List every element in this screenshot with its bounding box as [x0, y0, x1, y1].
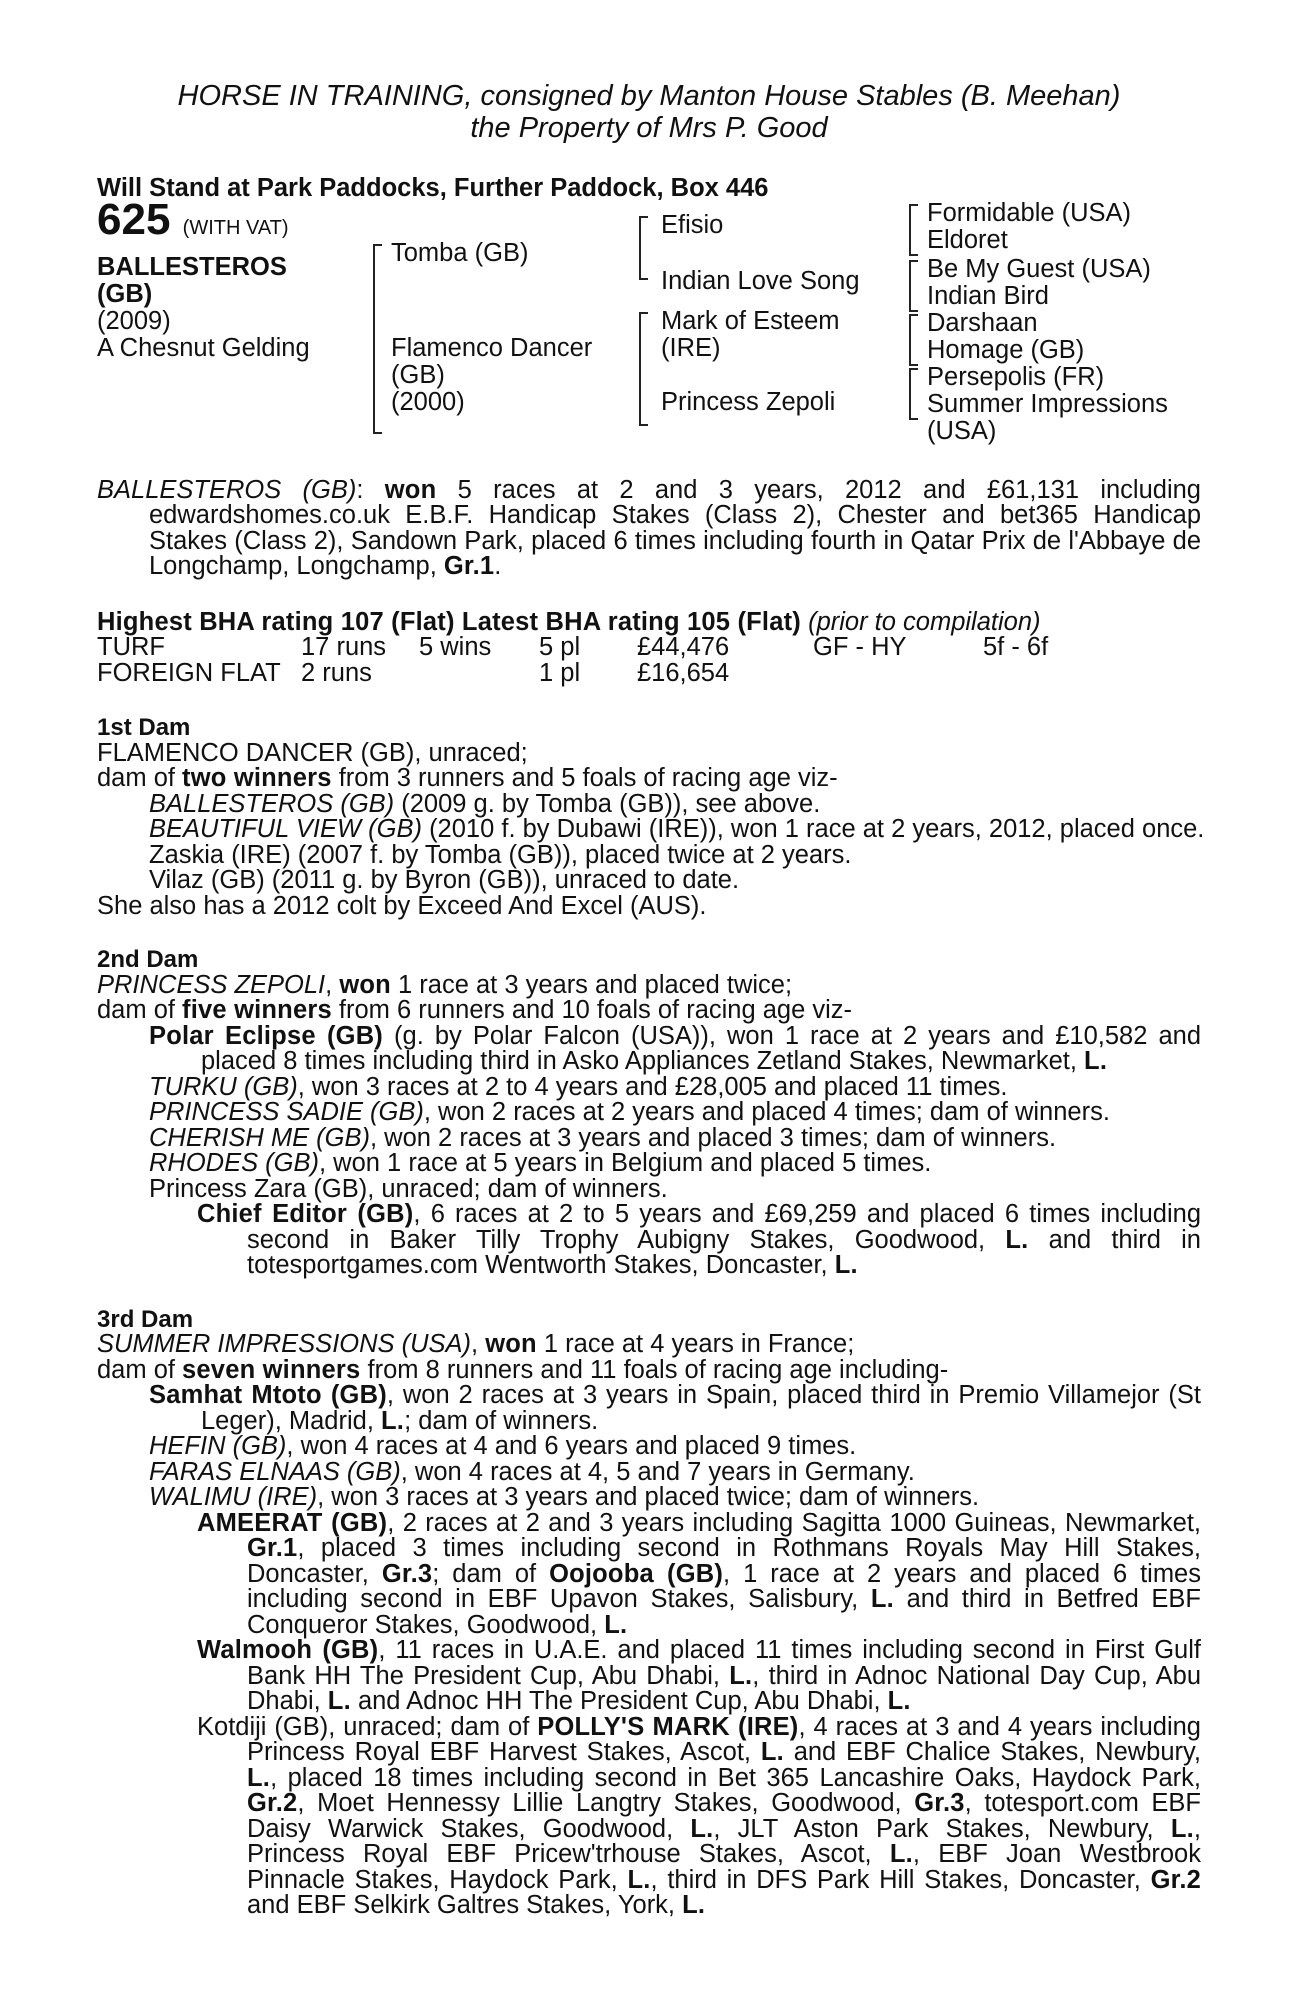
offspring [149, 1021, 1201, 1075]
text: 1 race at 3 years and placed twice; [390, 970, 793, 999]
ratings-note: (prior to compilation) [808, 607, 1041, 636]
text: , totesport.com EBF Daisy Warwick Stakes, Goodwood, [247, 1789, 1201, 1843]
dam-sire-sire: Darshaan [927, 308, 1038, 337]
text: from 6 runners and 10 foals of racing age viz- [331, 996, 853, 1024]
grade: L. [627, 1865, 651, 1894]
first-dam-line: FLAMENCO DANCER (GB), unraced; [97, 738, 528, 767]
text: , won 1 race at 5 years in Belgium and placed 5 times. [319, 1149, 932, 1177]
summary-grade: Gr.1 [443, 552, 495, 580]
winners-count: seven winners [182, 1355, 361, 1384]
grade: L. [682, 1891, 706, 1919]
offspring-name: FARAS ELNAAS (GB) [149, 1457, 401, 1486]
second-dam-produce-line [97, 998, 1201, 1024]
second-dam-section [97, 947, 1201, 1279]
second-dam-title: 2nd Dam [97, 946, 199, 973]
offspring [149, 1100, 1201, 1126]
text: and third in Betfred EBF Conqueror Stakes, Goodwood, [247, 1585, 1201, 1639]
grade: L. [327, 1687, 351, 1715]
text: (g. by Polar Falcon (USA)), won 1 race at 2 years and £10,582 and placed 8 times including third in Asko Appliances Zetland Stakes, Newmarket, [201, 1021, 1201, 1075]
grade: Gr.1 [247, 1534, 298, 1562]
grade: L. [247, 1763, 271, 1792]
row-distance: 5f - 6f [983, 633, 1049, 661]
grade: L. [1170, 1814, 1194, 1843]
text: , [325, 970, 340, 999]
dam-sire-dam: Homage (GB) [927, 335, 1085, 364]
brace-g4 [909, 368, 918, 420]
text: and EBF Chalice Stakes, Newbury, [783, 1738, 1201, 1766]
pedigree-block [97, 194, 1201, 445]
offspring [149, 815, 1205, 843]
text: dam of [97, 996, 183, 1024]
text: and EBF Selkirk Galtres Stakes, York, [247, 1891, 683, 1919]
offspring [149, 1457, 1201, 1486]
offspring-name: Chief Editor (GB) [197, 1200, 414, 1228]
text: Kotdiji (GB), unraced; dam of [197, 1712, 538, 1741]
brace-g1 [909, 204, 918, 256]
grade: Gr.3 [381, 1559, 433, 1588]
offspring-name: Oojooba (GB) [549, 1559, 724, 1588]
text: , won 2 races at 3 years and placed 3 times; dam of winners. [370, 1123, 1057, 1152]
offspring [149, 1485, 1201, 1511]
sire-dam: Indian Love Song [661, 266, 860, 295]
third-dam-title: 3rd Dam [97, 1305, 194, 1333]
text: , 6 races at 2 to 5 years and £69,259 and placed 6 times including second in Baker Tilly Trophy Aubigny Stakes, Goodwood, [247, 1200, 1202, 1254]
text: , Princess Royal EBF Pricew'trhouse Stakes, Ascot, [247, 1814, 1201, 1868]
first-dam-title: 1st Dam [97, 714, 191, 741]
text: , placed 3 times including second in Rothmans Royals May Hill Stakes, Doncaster, [247, 1534, 1201, 1588]
dam-dam: Princess Zepoli [661, 387, 836, 416]
dam-sire: Mark of Esteem [661, 306, 840, 335]
grade: L. [889, 1840, 913, 1868]
dam: Flamenco Dancer [391, 333, 593, 362]
row-runs: 2 runs [301, 659, 372, 687]
grade: L. [870, 1585, 894, 1613]
row-type: TURF [97, 633, 165, 661]
third-dam-produce-line [97, 1355, 1201, 1384]
text: , JLT Aston Park Stakes, Newbury, [713, 1814, 1171, 1843]
grand-offspring [197, 1202, 1201, 1279]
row-money: £16,654 [637, 659, 730, 687]
text: , 1 race at 2 years and placed 6 times including second in EBF Upavon Stakes, Salisbury, [247, 1559, 1201, 1613]
text: from 8 runners and 11 foals of racing age including- [360, 1355, 949, 1384]
first-dam-produce-line [97, 766, 1201, 792]
offspring-name: TURKU (GB) [149, 1072, 298, 1101]
offspring-name: Samhat Mtoto (GB) [149, 1381, 387, 1409]
winners-count: two winners [182, 764, 332, 792]
text: , 2 races at 2 and 3 years including Sagitta 1000 Guineas, Newmarket, [387, 1508, 1201, 1537]
offspring [149, 789, 1201, 818]
offspring-name: AMEERAT (GB) [197, 1508, 388, 1537]
ratings-section [97, 607, 1201, 688]
text: , EBF Joan Westbrook Pinnacle Stakes, Haydock Park, [247, 1840, 1201, 1894]
dam-country: (GB) [391, 360, 445, 389]
header-consignor: HORSE IN TRAINING, consigned by Manton House Stables (B. Meehan) [177, 80, 1121, 112]
offspring-name: BALLESTEROS (GB) [149, 789, 395, 818]
sire-dam-dam: Indian Bird [927, 281, 1049, 310]
row-runs: 17 runs [301, 633, 387, 661]
dam-year: (2000) [391, 387, 465, 416]
offspring: Princess Zara (GB), unraced; dam of winners. [149, 1174, 668, 1203]
ratings-heading: Highest BHA rating 107 (Flat) Latest BHA rating 105 (Flat) [97, 607, 801, 636]
sire-sire-sire: Formidable (USA) [927, 198, 1132, 227]
lot-number [97, 194, 289, 244]
horse-year: (2009) [97, 306, 171, 335]
offspring-name: BEAUTIFUL VIEW (GB) [149, 815, 422, 843]
sire-dam-brace [373, 244, 382, 434]
summary-text: 5 races at 2 and 3 years, 2012 and £61,131 including edwardshomes.co.uk E.B.F. Handicap Stakes (Class 2), Chester and bet365 Handicap Stakes (Class 2), Sandown Park, placed 6 times including fourth in Qatar Prix de l'Abbaye de Longchamp, Longchamp, [149, 475, 1201, 580]
offspring: Zaskia (IRE) (2007 f. by Tomba (GB)), placed twice at 2 years. [149, 840, 852, 869]
summary-end: . [494, 552, 502, 580]
offspring-name: Polar Eclipse (GB) [149, 1021, 383, 1050]
offspring [149, 1072, 1201, 1101]
row-going: GF - HY [813, 633, 907, 661]
grade: Gr.2 [247, 1789, 298, 1817]
horse-name-country: (GB) [97, 279, 153, 308]
grade: L. [381, 1406, 405, 1435]
sire-sire: Efisio [661, 210, 724, 239]
winners-count: five winners [182, 996, 332, 1024]
offspring-name: RHODES (GB) [149, 1149, 320, 1177]
catalogue-page [97, 80, 1205, 1919]
offspring [149, 1383, 1201, 1434]
text: , Moet Hennessy Lillie Langtry Stakes, Goodwood, [297, 1789, 915, 1817]
grade: L. [887, 1687, 911, 1715]
grade: L. [604, 1610, 628, 1639]
stand-location: Will Stand at Park Paddocks, Further Paddock, Box 446 [97, 174, 769, 202]
grade: L. [760, 1738, 784, 1766]
grade: L. [729, 1661, 753, 1690]
grade: L. [1005, 1225, 1029, 1254]
text: dam of [97, 1355, 183, 1384]
text: , 11 races in U.A.E. and placed 11 times including second in First Gulf Bank HH The President Cup, Abu Dhabi, [247, 1636, 1201, 1690]
header-property: the Property of Mrs P. Good [470, 112, 828, 144]
text: and third in totesportgames.com Wentworth Stakes, Doncaster, [247, 1225, 1201, 1279]
row-placed: 5 pl [539, 633, 581, 661]
grade: L. [1084, 1047, 1108, 1075]
summary-name: BALLESTEROS (GB) [97, 475, 357, 504]
horse-description: A Chesnut Gelding [97, 333, 310, 362]
offspring-name: WALIMU (IRE) [149, 1483, 318, 1511]
text: , won 4 races at 4, 5 and 7 years in Germany. [400, 1457, 915, 1486]
text: ; dam of [432, 1559, 550, 1588]
first-dam-section [97, 714, 1205, 920]
text: , 4 races at 3 and 4 years including Princess Royal EBF Harvest Stakes, Ascot, [247, 1712, 1201, 1766]
grand-offspring [197, 1508, 1201, 1639]
won: won [339, 970, 391, 999]
ratings-table [97, 635, 1201, 687]
offspring-name: PRINCESS SADIE (GB) [149, 1098, 424, 1126]
text: from 3 runners and 5 foals of racing age viz- [331, 764, 838, 792]
dam-name: SUMMER IMPRESSIONS (USA) [97, 1330, 472, 1358]
offspring [149, 1151, 1201, 1177]
first-dam-note: She also has a 2012 colt by Exceed And Excel (AUS). [97, 891, 707, 920]
sire-parents-brace [639, 216, 648, 280]
text: , won 3 races at 3 years and placed twice; dam of winners. [317, 1483, 980, 1511]
text: (2009 g. by Tomba (GB)), see above. [394, 789, 821, 818]
row-placed: 1 pl [539, 659, 581, 687]
grade: Gr.2 [1150, 1865, 1201, 1894]
dam-sire-country: (IRE) [661, 333, 721, 362]
dam-parents-brace [639, 312, 648, 426]
lot-header [97, 80, 1201, 144]
text: , [471, 1330, 486, 1358]
grand-offspring [197, 1712, 1201, 1919]
sire-sire-dam: Eldoret [927, 225, 1008, 254]
text: , placed 18 times including second in Bet 365 Lancashire Oaks, Haydock Park, [270, 1763, 1201, 1792]
text: , won 4 races at 4 and 6 years and placed 9 times. [286, 1432, 857, 1460]
second-dam-line [97, 970, 1201, 999]
offspring-name: Walmooh (GB) [197, 1636, 379, 1664]
won: won [485, 1330, 537, 1358]
text: and Adnoc HH The President Cup, Abu Dhabi, [350, 1687, 888, 1715]
offspring [149, 1123, 1201, 1152]
grand-offspring [197, 1638, 1201, 1715]
third-dam-line [97, 1332, 1201, 1358]
grade: Gr.3 [914, 1789, 965, 1817]
offspring-name: HEFIN (GB) [149, 1432, 287, 1460]
third-dam-section [97, 1307, 1201, 1919]
text: dam of [97, 764, 183, 792]
horse-name: BALLESTEROS [97, 252, 287, 281]
offspring-name: CHERISH ME (GB) [149, 1123, 371, 1152]
grade: L. [834, 1251, 858, 1279]
offspring: Vilaz (GB) (2011 g. by Byron (GB)), unraced to date. [149, 866, 740, 894]
dam-name: PRINCESS ZEPOLI [97, 970, 326, 999]
vat-note: (WITH VAT) [182, 216, 289, 239]
dam-dam-sire: Persepolis (FR) [927, 362, 1105, 391]
text: , third in Adnoc National Day Cup, Abu Dhabi, [247, 1661, 1201, 1715]
grade: L. [690, 1814, 714, 1843]
offspring-name: POLLY'S MARK (IRE) [537, 1712, 799, 1741]
lot-number-value: 625 [97, 194, 171, 244]
summary-won: won [384, 475, 437, 504]
text: , won 2 races at 3 years in Spain, placed third in Premio Villamejor (St Leger), Madrid, [201, 1381, 1202, 1435]
text: , won 3 races at 2 to 4 years and £28,005 and placed 11 times. [297, 1072, 1008, 1101]
text: (2010 f. by Dubawi (IRE)), won 1 race at 2 years, 2012, placed once. [421, 815, 1205, 843]
sire: Tomba (GB) [391, 238, 529, 267]
brace-g2 [909, 260, 918, 312]
row-type: FOREIGN FLAT [97, 659, 281, 687]
row-wins: 5 wins [419, 633, 492, 661]
race-summary: BALLESTEROS (GB): won 5 races at 2 and 3 years, 2012 and £61,131 including edwardshomes.co.uk E.B.F. Handicap Stakes (Class 2), Chester and bet365 Handicap Stakes (Class 2), Sandown Park, placed 6 times including fourth in Qatar Prix de l'Abbaye de Longchamp, Longchamp, Gr.1. [97, 475, 1201, 580]
text: , won 2 races at 2 years and placed 4 times; dam of winners. [423, 1098, 1110, 1126]
row-money: £44,476 [637, 633, 730, 661]
dam-dam-dam-country: (USA) [927, 416, 997, 445]
text: 1 race at 4 years in France; [536, 1330, 855, 1358]
text: ; dam of winners. [404, 1406, 599, 1435]
text: , third in DFS Park Hill Stakes, Doncaster, [650, 1865, 1151, 1894]
offspring [149, 1434, 1201, 1460]
brace-g3 [909, 314, 918, 366]
sire-dam-sire: Be My Guest (USA) [927, 254, 1151, 283]
dam-dam-dam: Summer Impressions [927, 389, 1168, 418]
